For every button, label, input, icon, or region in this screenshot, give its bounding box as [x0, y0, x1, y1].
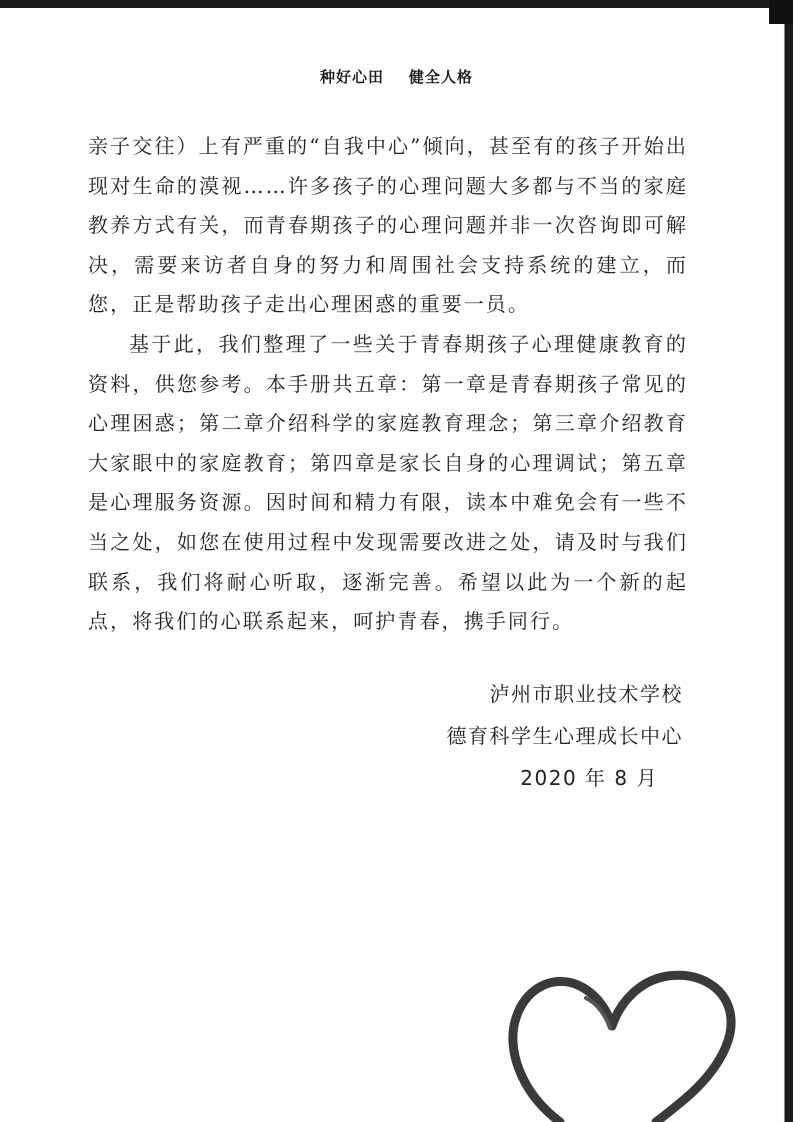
- heart-outline-icon: [498, 960, 738, 1122]
- scan-top-border: [0, 0, 793, 8]
- paragraph-continuation: 亲子交往）上有严重的“自我中心”倾向，甚至有的孩子开始出现对生命的漠视……许多孩子的心理问题大多都与不当的家庭教养方式有关，而青春期孩子的心理问题并非一次咨询即可解决，需要来访者自身的努力和周围社会支持系统的建立，而您，正是帮助孩子走出心理困惑的重要一员。: [88, 134, 688, 317]
- signature-block: [447, 673, 684, 799]
- signature-center: 德育科学生心理成长中心: [446, 724, 683, 748]
- body-text: [88, 127, 688, 642]
- signature-date: 2020 年 8 月: [520, 766, 658, 790]
- signature-school: 泸州市职业技术学校: [489, 682, 683, 706]
- running-header: 种好心田 健全人格: [320, 68, 473, 86]
- paragraph-preface: 基于此，我们整理了一些关于青春期孩子心理健康教育的资料，供您参考。本手册共五章：第一章是青春期孩子常见的心理困惑；第二章介绍科学的家庭教育理念；第三章介绍教育大家眼中的家庭教育；第四章是家长自身的心理调试；第五章是心理服务资源。因时间和精力有限，读本中难免会有一些不当之处，如您在使用过程中发现需要改进之处，请及时与我们联系，我们将耐心听取，逐渐完善。希望以此为一个新的起点，将我们的心联系起来，呵护青春，携手同行。: [88, 331, 688, 634]
- scan-right-border: [779, 0, 793, 1122]
